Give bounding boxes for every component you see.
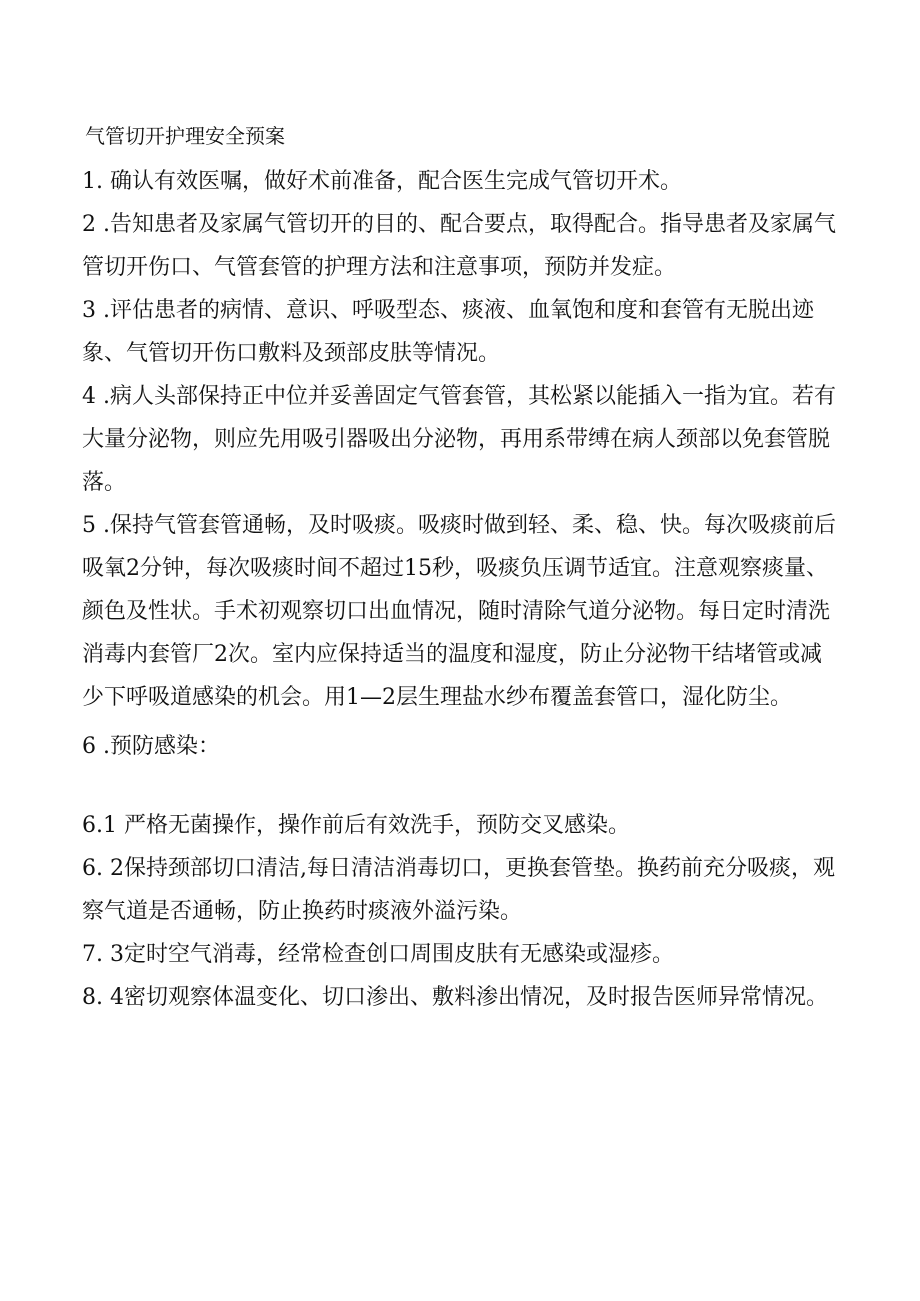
list-item-2: 2 .告知患者及家属气管切开的目的、配合要点，取得配合。指导患者及家属气管切开伤口、气管套管的护理方法和注意事项，预防并发症。 (82, 212, 836, 280)
document-body (82, 118, 842, 1019)
sub-item-7-3: 7. 3定时空气消毒，经常检查创口周围皮肤有无感染或湿疹。 (82, 942, 674, 967)
spacer (82, 768, 842, 804)
sub-item-8-4: 8. 4密切观察体温变化、切口渗出、敷料渗出情况，及时报告医师异常情况。 (82, 985, 828, 1010)
sub-item-6-1: 6.1 严格无菌操作，操作前后有效洗手，预防交叉感染。 (82, 813, 630, 838)
list-item-4: 4 .病人头部保持正中位并妥善固定气管套管，其松紧以能插入一指为宜。若有大量分泌物，则应先用吸引器吸出分泌物，再用系带缚在病人颈部以免套管脱落。 (82, 384, 836, 495)
list-item-1: 1. 确认有效医嘱，做好术前准备，配合医生完成气管切开术。 (82, 169, 682, 194)
sub-item-6-2: 6. 2保持颈部切口清洁,每日清洁消毒切口，更换套管垫。换药前充分吸痰，观察气道是否通畅，防止换药时痰液外溢污染。 (82, 856, 835, 924)
list-item-6: 6 .预防感染： (82, 734, 220, 759)
document-title: 气管切开护理安全预案 (85, 124, 285, 148)
list-item-3: 3 .评估患者的病情、意识、呼吸型态、痰液、血氧饱和度和套管有无脱出迹象、气管切开伤口敷料及颈部皮肤等情况。 (82, 298, 814, 366)
list-item-5: 5 .保持气管套管通畅，及时吸痰。吸痰时做到轻、柔、稳、快。每次吸痰前后吸氧2分钟，每次吸痰时间不超过15秒，吸痰负压调节适宜。注意观察痰量、颜色及性状。手术初观察切口出血情况，随时清除气道分泌物。每日定时清洗消毒内套管厂2次。室内应保持适当的温度和湿度，防止分泌物干结堵管或减少下呼吸道感染的机会。用1—2层生理盐水纱布覆盖套管口，湿化防尘。 (82, 513, 836, 710)
